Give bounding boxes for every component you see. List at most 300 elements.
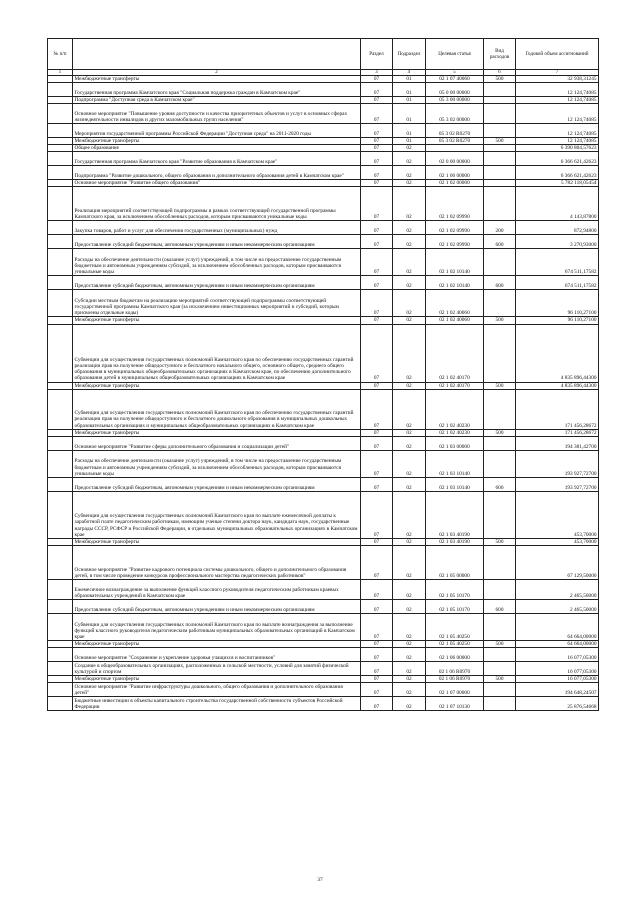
cell-amount: 16 077,05300 — [516, 661, 599, 675]
cell-podrazdel: 02 — [393, 683, 426, 697]
cell-number — [48, 683, 73, 697]
cell-amount: 96 110,27100 — [516, 317, 599, 324]
table-row — [48, 180, 599, 187]
cell-name: Мероприятия государственной программы Российской Федерации "Доступная среда" на 2011-2020 годы — [73, 124, 361, 138]
cell-name: Предоставление субсидий бюджетным, автономным учреждениям и иным некоммерческим организациям — [73, 599, 361, 613]
cell-number — [48, 166, 73, 180]
cell-number — [48, 290, 73, 317]
cell-amount: 453,70000 — [516, 538, 599, 545]
cell-podrazdel: 02 — [393, 235, 426, 249]
cell-number — [48, 661, 73, 675]
cell-amount: 16 077,05300 — [516, 675, 599, 682]
cell-razdel: 07 — [361, 152, 393, 166]
cell-name: Создание в общеобразовательных организациях, расположенных в сельской местности, условий для занятий физической культурой и спортом — [73, 661, 361, 675]
cell-name: Основное мероприятие "Повышение уровня доступности и качества приоритетных объектов и услуг в основных сферах жизнедеятельности инвалидов и других маломобильных групп населения" — [73, 104, 361, 124]
cell-expense-type — [484, 697, 516, 711]
cell-razdel: 07 — [361, 104, 393, 124]
cell-razdel: 07 — [361, 491, 393, 538]
cell-podrazdel: 01 — [393, 138, 426, 145]
cell-target-article: 02 1 02 00000 — [426, 180, 484, 187]
cell-name: Предоставление субсидий бюджетным, автономным учреждениям и иным некоммерческим организациям — [73, 477, 361, 491]
cell-podrazdel: 01 — [393, 97, 426, 104]
cell-name: Подпрограмма "Развитие дошкольного, общего образования и дополнительного образования детей в Камчатском крае" — [73, 166, 361, 180]
cell-number — [48, 477, 73, 491]
cell-target-article: 02 1 02 40230 — [426, 429, 484, 436]
table-row — [48, 538, 599, 545]
cell-number — [48, 145, 73, 152]
cell-target-article: 02 1 02 10140 — [426, 249, 484, 276]
cell-target-article: 02 1 02 09990 — [426, 221, 484, 235]
cell-expense-type — [484, 545, 516, 579]
cell-expense-type: 500 — [484, 76, 516, 83]
cell-razdel: 07 — [361, 382, 393, 389]
cell-amount: 4 835 896,44300 — [516, 382, 599, 389]
cell-amount: 171 456,28672 — [516, 429, 599, 436]
cell-expense-type — [484, 613, 516, 640]
cell-amount: 12 124,74085 — [516, 124, 599, 138]
table-row — [48, 76, 599, 83]
cell-expense-type — [484, 83, 516, 97]
table-row — [48, 613, 599, 640]
cell-number — [48, 545, 73, 579]
cell-razdel: 07 — [361, 76, 393, 83]
cell-target-article: 02 1 02 40230 — [426, 389, 484, 429]
cell-amount: 2 465,50000 — [516, 599, 599, 613]
cell-expense-type — [484, 166, 516, 180]
cell-podrazdel: 02 — [393, 491, 426, 538]
cell-target-article: 02 1 06 R0970 — [426, 675, 484, 682]
header-razdel: Раздел — [361, 39, 393, 70]
table-row — [48, 661, 599, 675]
table-row — [48, 138, 599, 145]
cell-number — [48, 599, 73, 613]
cell-name: Основное мероприятие "Развитие кадрового потенциала системы дошкольного, общего и дополнительного образования детей, в том числе проведение конкурсов профессионального мастерства педагогических работников" — [73, 545, 361, 579]
cell-razdel: 07 — [361, 235, 393, 249]
cell-razdel: 07 — [361, 138, 393, 145]
header-name — [73, 39, 361, 70]
cell-target-article: 02 1 06 R0970 — [426, 661, 484, 675]
cell-amount: 194 648,24507 — [516, 683, 599, 697]
cell-name: Субвенции для осуществления государственных полномочий Камчатского края по выплате ежемесячной доплаты к заработной плате педагогическим работникам, имеющим ученые степени доктора наук, кандидата наук, государственные награды СССР, РСФСР и Российской Федерации, в отдельных муниципальных образовательных организациях в Камчатском крае — [73, 491, 361, 538]
cell-expense-type — [484, 180, 516, 187]
cell-target-article: 02 1 05 40250 — [426, 640, 484, 647]
cell-podrazdel: 02 — [393, 538, 426, 545]
cell-amount: 32 938,31245 — [516, 76, 599, 83]
cell-target-article: 02 1 06 00000 — [426, 647, 484, 661]
header-annual-amount: Годовой объем ассигнований — [516, 39, 599, 70]
cell-name: Межбюджетные трансферты — [73, 675, 361, 682]
cell-name: Межбюджетные трансферты — [73, 317, 361, 324]
cell-target-article: 05 3 02 00000 — [426, 104, 484, 124]
cell-target-article: 02 1 05 40250 — [426, 613, 484, 640]
cell-name: Расходы на обеспечение деятельности (оказание услуг) учреждений, в том числе на предоставление государственным бюджетным и автономным учреждениям субсидий, за исключением обособленных расходов, которым присваиваются уникальные коды — [73, 450, 361, 477]
cell-number — [48, 647, 73, 661]
table-row — [48, 221, 599, 235]
cell-podrazdel: 02 — [393, 661, 426, 675]
cell-razdel: 07 — [361, 324, 393, 382]
table-row — [48, 450, 599, 477]
cell-amount: 96 110,27100 — [516, 290, 599, 317]
table-row — [48, 145, 599, 152]
cell-target-article: 02 1 02 40170 — [426, 324, 484, 382]
table-row — [48, 675, 599, 682]
cell-podrazdel: 01 — [393, 83, 426, 97]
cell-expense-type — [484, 450, 516, 477]
cell-podrazdel: 02 — [393, 276, 426, 290]
table-row — [48, 235, 599, 249]
cell-number — [48, 317, 73, 324]
cell-razdel: 07 — [361, 83, 393, 97]
cell-name: Расходы на обеспечение деятельности (оказание услуг) учреждений, в том числе на предоставление государственным бюджетным и автономным учреждениям субсидий, за исключением обособленных расходов, которым присваиваются уникальные коды — [73, 249, 361, 276]
cell-expense-type: 500 — [484, 317, 516, 324]
cell-target-article: 02 1 07 00000 — [426, 683, 484, 697]
cell-name: Общее образование — [73, 145, 361, 152]
cell-target-article: 02 1 02 40170 — [426, 382, 484, 389]
cell-amount: 12 124,74085 — [516, 97, 599, 104]
cell-amount: 5 782 118,05454 — [516, 180, 599, 187]
cell-amount: 6 366 621,42623 — [516, 166, 599, 180]
cell-razdel: 07 — [361, 683, 393, 697]
cell-target-article — [426, 145, 484, 152]
cell-name: Межбюджетные трансферты — [73, 382, 361, 389]
cell-razdel: 07 — [361, 545, 393, 579]
cell-podrazdel: 02 — [393, 599, 426, 613]
cell-razdel: 07 — [361, 450, 393, 477]
cell-amount: 194 381,42700 — [516, 436, 599, 450]
table-row — [48, 647, 599, 661]
table-row — [48, 683, 599, 697]
cell-razdel: 07 — [361, 187, 393, 221]
cell-number — [48, 76, 73, 83]
cell-amount: 12 124,74085 — [516, 104, 599, 124]
cell-target-article: 02 1 05 00000 — [426, 545, 484, 579]
cell-razdel: 07 — [361, 276, 393, 290]
cell-podrazdel: 02 — [393, 290, 426, 317]
cell-expense-type: 600 — [484, 235, 516, 249]
header-number: № п/п — [48, 39, 73, 70]
cell-podrazdel: 02 — [393, 221, 426, 235]
cell-razdel: 07 — [361, 290, 393, 317]
cell-amount: 872,94800 — [516, 221, 599, 235]
cell-expense-type — [484, 97, 516, 104]
cell-target-article: 02 1 02 10140 — [426, 276, 484, 290]
cell-expense-type: 600 — [484, 276, 516, 290]
cell-expense-type — [484, 647, 516, 661]
cell-number — [48, 450, 73, 477]
cell-number — [48, 83, 73, 97]
table-row — [48, 382, 599, 389]
cell-name: Ежемесячное вознаграждение за выполнение функций классного руководителя педагогическим работникам краевых образовательных учреждений в Камчатском крае — [73, 579, 361, 599]
cell-expense-type: 500 — [484, 138, 516, 145]
cell-expense-type — [484, 324, 516, 382]
table-row — [48, 187, 599, 221]
cell-amount: 6 390 804,57623 — [516, 145, 599, 152]
cell-razdel: 07 — [361, 675, 393, 682]
cell-podrazdel: 02 — [393, 436, 426, 450]
cell-amount: 12 124,74085 — [516, 83, 599, 97]
cell-amount: 64 664,00000 — [516, 613, 599, 640]
cell-target-article: 02 1 00 00000 — [426, 166, 484, 180]
column-number: 2 — [73, 70, 361, 76]
cell-name: Межбюджетные трансферты — [73, 538, 361, 545]
cell-name: Субвенции для осуществления государственных полномочий Камчатского края по обеспечению государственных гарантий реализации прав на получение общедоступного и бесплатного начального общего, основного общего, среднего общего образования в муниципальных общеобразовательных организациях в Камчатском крае, по обеспечению дополнительного образования детей в муниципальных общеобразовательных организациях в Камчатском крае — [73, 324, 361, 382]
cell-podrazdel: 02 — [393, 382, 426, 389]
page-number: 37 — [317, 877, 323, 883]
cell-target-article: 02 1 02 09990 — [426, 187, 484, 221]
cell-target-article: 02 1 05 10170 — [426, 599, 484, 613]
cell-razdel: 07 — [361, 429, 393, 436]
cell-razdel: 07 — [361, 697, 393, 711]
cell-expense-type — [484, 152, 516, 166]
cell-number — [48, 104, 73, 124]
cell-name: Субвенции для осуществления государственных полномочий Камчатского края по обеспечению государственных гарантий реализации прав на получение общедоступного и бесплатного дошкольного образования в муниципальных дошкольных образовательных организациях и муниципальных общеобразовательных организациях в Камчатском крае — [73, 389, 361, 429]
table-header — [48, 39, 599, 76]
cell-name: Основное мероприятие "Развитие сферы дополнительного образования и социализации детей" — [73, 436, 361, 450]
table-row — [48, 697, 599, 711]
cell-podrazdel: 02 — [393, 450, 426, 477]
table-row — [48, 104, 599, 124]
cell-podrazdel: 02 — [393, 145, 426, 152]
table-row — [48, 276, 599, 290]
cell-number — [48, 138, 73, 145]
table-row — [48, 491, 599, 538]
cell-podrazdel: 02 — [393, 545, 426, 579]
cell-razdel: 07 — [361, 145, 393, 152]
table-row — [48, 436, 599, 450]
cell-number — [48, 97, 73, 104]
cell-amount: 674 511,17582 — [516, 276, 599, 290]
column-number: 6 — [484, 70, 516, 76]
cell-number — [48, 249, 73, 276]
cell-target-article: 05 3 00 00000 — [426, 97, 484, 104]
cell-number — [48, 429, 73, 436]
table-row — [48, 97, 599, 104]
cell-podrazdel: 02 — [393, 180, 426, 187]
cell-target-article: 02 1 02 40060 — [426, 290, 484, 317]
cell-expense-type: 200 — [484, 221, 516, 235]
cell-razdel: 07 — [361, 640, 393, 647]
cell-expense-type: 500 — [484, 675, 516, 682]
cell-razdel: 07 — [361, 661, 393, 675]
cell-podrazdel: 02 — [393, 166, 426, 180]
cell-expense-type — [484, 187, 516, 221]
cell-razdel: 07 — [361, 180, 393, 187]
table-row — [48, 640, 599, 647]
table-row — [48, 152, 599, 166]
cell-razdel: 07 — [361, 317, 393, 324]
cell-amount: 4 143,87800 — [516, 187, 599, 221]
cell-number — [48, 491, 73, 538]
header-target-article: Целевая статья — [426, 39, 484, 70]
cell-expense-type — [484, 104, 516, 124]
cell-number — [48, 221, 73, 235]
cell-number — [48, 152, 73, 166]
header-podrazdel: Подраздел — [393, 39, 426, 70]
cell-name: Закупка товаров, работ и услуг для обеспечения государственных (муниципальных) нужд — [73, 221, 361, 235]
cell-podrazdel: 01 — [393, 104, 426, 124]
cell-expense-type: 500 — [484, 640, 516, 647]
cell-amount: 3 270,93000 — [516, 235, 599, 249]
cell-name: Межбюджетные трансферты — [73, 429, 361, 436]
cell-podrazdel: 02 — [393, 324, 426, 382]
cell-target-article: 02 1 03 10140 — [426, 450, 484, 477]
cell-target-article: 05 3 02 R0270 — [426, 124, 484, 138]
cell-target-article: 02 1 03 10140 — [426, 477, 484, 491]
table-row — [48, 317, 599, 324]
table-row — [48, 290, 599, 317]
table-row — [48, 249, 599, 276]
cell-number — [48, 640, 73, 647]
cell-amount: 6 366 621,42623 — [516, 152, 599, 166]
cell-target-article: 02 1 07 10130 — [426, 697, 484, 711]
cell-amount: 171 456,28672 — [516, 389, 599, 429]
table-row — [48, 324, 599, 382]
cell-razdel: 07 — [361, 579, 393, 599]
cell-expense-type: 500 — [484, 538, 516, 545]
table-row — [48, 545, 599, 579]
cell-number — [48, 324, 73, 382]
cell-name: Субвенции для осуществления государственных полномочий Камчатского края по выплате вознаграждения за выполнение функций классного руководителя педагогическим работникам муниципальных образовательных организаций в Камчатском крае — [73, 613, 361, 640]
cell-podrazdel: 02 — [393, 613, 426, 640]
cell-expense-type — [484, 579, 516, 599]
cell-podrazdel: 02 — [393, 152, 426, 166]
cell-name: Межбюджетные трансферты — [73, 640, 361, 647]
table-row — [48, 599, 599, 613]
cell-target-article: 02 1 02 40060 — [426, 317, 484, 324]
header-expense-type: Вид расходов — [484, 39, 516, 70]
table-row — [48, 166, 599, 180]
cell-name: Государственная программа Камчатского края "Развитие образования в Камчатском крае" — [73, 152, 361, 166]
cell-razdel: 07 — [361, 97, 393, 104]
cell-podrazdel: 02 — [393, 647, 426, 661]
cell-expense-type — [484, 249, 516, 276]
table-row — [48, 83, 599, 97]
cell-target-article: 02 1 07 40060 — [426, 76, 484, 83]
cell-amount: 25 876,54668 — [516, 697, 599, 711]
cell-number — [48, 389, 73, 429]
cell-expense-type — [484, 145, 516, 152]
cell-podrazdel: 02 — [393, 675, 426, 682]
cell-name: Субсидии местным бюджетам на реализацию мероприятий соответствующей подпрограммы соответствующей государственной программы Камчатского края (за исключением инвестиционных мероприятий и субсидий, которым присвоены отдельные коды) — [73, 290, 361, 317]
cell-podrazdel: 02 — [393, 579, 426, 599]
cell-target-article: 02 1 03 00000 — [426, 436, 484, 450]
cell-podrazdel: 02 — [393, 429, 426, 436]
cell-name: Основное мероприятие "Сохранение и укрепление здоровья учащихся и воспитанников" — [73, 647, 361, 661]
cell-name: Предоставление субсидий бюджетным, автономным учреждениям и иным некоммерческим организациям — [73, 235, 361, 249]
cell-amount: 67 129,50000 — [516, 545, 599, 579]
cell-number — [48, 276, 73, 290]
cell-expense-type: 500 — [484, 429, 516, 436]
cell-razdel: 07 — [361, 613, 393, 640]
table-row — [48, 579, 599, 599]
cell-amount: 674 511,17582 — [516, 249, 599, 276]
column-number: 4 — [393, 70, 426, 76]
cell-expense-type: 500 — [484, 382, 516, 389]
cell-target-article: 02 1 02 09990 — [426, 235, 484, 249]
column-number: 5 — [426, 70, 484, 76]
cell-razdel: 07 — [361, 436, 393, 450]
cell-expense-type — [484, 491, 516, 538]
cell-podrazdel: 01 — [393, 124, 426, 138]
cell-number — [48, 697, 73, 711]
cell-expense-type — [484, 661, 516, 675]
table-body — [48, 76, 599, 711]
cell-podrazdel: 02 — [393, 697, 426, 711]
cell-amount: 16 077,05300 — [516, 647, 599, 661]
cell-number — [48, 124, 73, 138]
cell-razdel: 07 — [361, 249, 393, 276]
cell-expense-type — [484, 436, 516, 450]
cell-target-article: 05 0 00 00000 — [426, 83, 484, 97]
cell-razdel: 07 — [361, 477, 393, 491]
cell-amount: 453,70000 — [516, 491, 599, 538]
cell-number — [48, 579, 73, 599]
cell-name: Межбюджетные трансферты — [73, 138, 361, 145]
cell-amount: 4 835 896,44300 — [516, 324, 599, 382]
cell-podrazdel: 02 — [393, 640, 426, 647]
cell-expense-type: 600 — [484, 599, 516, 613]
cell-target-article: 02 1 05 10170 — [426, 579, 484, 599]
cell-number — [48, 675, 73, 682]
cell-expense-type — [484, 683, 516, 697]
cell-razdel: 07 — [361, 124, 393, 138]
cell-name: Основное мероприятие "Развитие инфраструктуры дошкольного, общего образования и дополнительного образования детей" — [73, 683, 361, 697]
table-row — [48, 389, 599, 429]
table-row — [48, 477, 599, 491]
cell-number — [48, 187, 73, 221]
cell-name: Подпрограмма "Доступная среда в Камчатском крае" — [73, 97, 361, 104]
cell-name: Реализация мероприятий соответствующей подпрограммы в рамках соответствующей государственной программы Камчатского края, за исключением обособленных расходов, которым присваиваются уникальные коды — [73, 187, 361, 221]
cell-number — [48, 613, 73, 640]
cell-amount: 193 927,72700 — [516, 477, 599, 491]
cell-name: Бюджетные инвестиции в объекты капитального строительства государственной собственности субъектов Российской Федерации — [73, 697, 361, 711]
cell-name: Межбюджетные трансферты — [73, 76, 361, 83]
cell-name: Предоставление субсидий бюджетным, автономным учреждениям и иным некоммерческим организациям — [73, 276, 361, 290]
cell-razdel: 07 — [361, 389, 393, 429]
cell-target-article: 02 0 00 00000 — [426, 152, 484, 166]
cell-razdel: 07 — [361, 538, 393, 545]
header-row — [48, 39, 599, 70]
cell-amount: 2 465,50000 — [516, 579, 599, 599]
cell-razdel: 07 — [361, 221, 393, 235]
cell-podrazdel: 02 — [393, 187, 426, 221]
cell-razdel: 07 — [361, 647, 393, 661]
cell-number — [48, 180, 73, 187]
budget-table — [47, 38, 599, 711]
cell-expense-type: 600 — [484, 477, 516, 491]
cell-razdel: 07 — [361, 599, 393, 613]
column-number: 3 — [361, 70, 393, 76]
cell-expense-type — [484, 290, 516, 317]
cell-number — [48, 538, 73, 545]
cell-number — [48, 382, 73, 389]
cell-target-article: 02 1 03 40190 — [426, 538, 484, 545]
column-number: 1 — [48, 70, 73, 76]
cell-expense-type — [484, 124, 516, 138]
table-row — [48, 429, 599, 436]
cell-expense-type — [484, 389, 516, 429]
cell-podrazdel: 02 — [393, 249, 426, 276]
cell-podrazdel: 02 — [393, 477, 426, 491]
cell-podrazdel: 02 — [393, 317, 426, 324]
cell-podrazdel: 02 — [393, 389, 426, 429]
cell-number — [48, 436, 73, 450]
cell-number — [48, 235, 73, 249]
cell-name: Основное мероприятие "Развитие общего образования" — [73, 180, 361, 187]
cell-razdel: 07 — [361, 166, 393, 180]
cell-name: Государственная программа Камчатского края "Социальная поддержка граждан в Камчатском крае" — [73, 83, 361, 97]
cell-amount: 12 124,74085 — [516, 138, 599, 145]
